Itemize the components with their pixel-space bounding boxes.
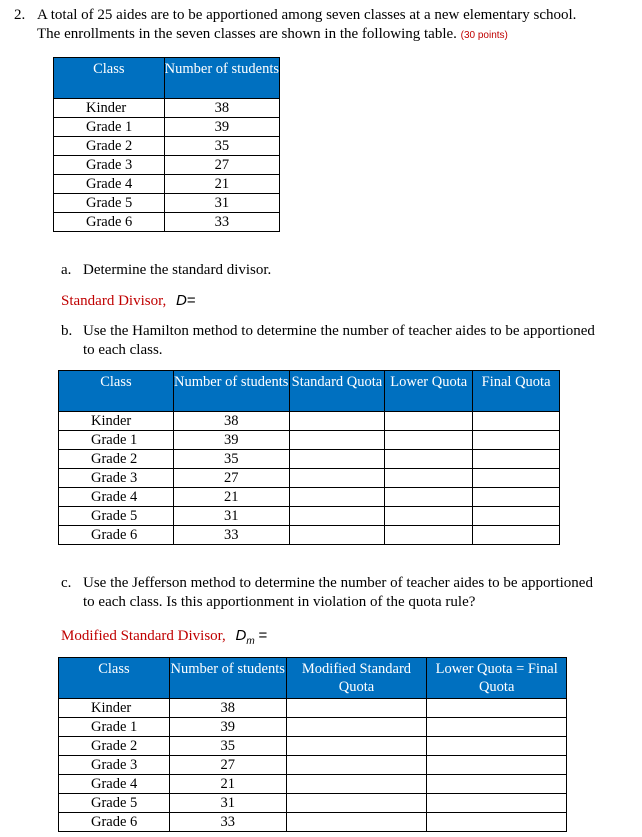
class-name: Grade 2 — [91, 738, 138, 754]
students-cell: 38 — [173, 412, 289, 431]
students-cell: 38 — [169, 699, 286, 718]
jefferson-table — [58, 657, 567, 832]
answer-cell — [286, 813, 427, 832]
column-header: Class — [54, 58, 165, 99]
students-cell: 21 — [169, 775, 286, 794]
table-row — [59, 431, 560, 450]
students-cell: 21 — [173, 488, 289, 507]
part-c-label: c. — [61, 575, 72, 591]
column-header: Lower Quota = Final Quota — [427, 658, 567, 699]
table-row — [59, 526, 560, 545]
class-name: Grade 1 — [86, 119, 133, 135]
column-header: Final Quota — [473, 371, 560, 412]
answer-cell — [286, 756, 427, 775]
students-cell: 27 — [164, 156, 279, 175]
answer-cell — [427, 813, 567, 832]
table-header-row — [54, 58, 280, 99]
divisor-symbol: D — [175, 292, 187, 309]
class-name: Grade 6 — [86, 214, 133, 230]
standard-divisor-prompt — [61, 291, 196, 311]
answer-cell — [473, 412, 560, 431]
answer-cell — [473, 507, 560, 526]
question-line-2 — [37, 25, 508, 45]
class-cell — [59, 737, 170, 756]
table-row — [59, 775, 567, 794]
class-cell — [59, 412, 174, 431]
answer-cell — [427, 718, 567, 737]
table-row — [54, 213, 280, 232]
students-cell: 38 — [164, 99, 279, 118]
question-number: 2. — [14, 7, 26, 23]
table-row — [54, 175, 280, 194]
students-cell: 33 — [164, 213, 279, 232]
equals-sign: = — [258, 627, 268, 644]
modified-divisor-label: Modified Standard Divisor, — [61, 628, 226, 644]
equals-sign: = — [186, 292, 196, 309]
class-cell — [59, 488, 174, 507]
column-header: Number of students — [169, 658, 286, 699]
class-name: Grade 1 — [91, 719, 138, 735]
class-name: Grade 4 — [86, 176, 133, 192]
answer-cell — [289, 507, 385, 526]
students-cell: 31 — [173, 507, 289, 526]
answer-cell — [385, 526, 473, 545]
answer-cell — [427, 794, 567, 813]
table-row — [59, 813, 567, 832]
students-cell: 35 — [164, 137, 279, 156]
column-header: Number of students — [173, 371, 289, 412]
answer-cell — [427, 775, 567, 794]
students-cell: 27 — [169, 756, 286, 775]
table-row — [59, 450, 560, 469]
table-header-row — [59, 371, 560, 412]
answer-cell — [286, 718, 427, 737]
table-row — [59, 737, 567, 756]
class-cell — [59, 813, 170, 832]
answer-cell — [385, 469, 473, 488]
class-cell — [59, 794, 170, 813]
part-b-line-1: Use the Hamilton method to determine the number of teacher aides to be apportioned — [83, 323, 595, 339]
hamilton-table — [58, 370, 560, 545]
enrollment-table — [53, 57, 280, 232]
class-name: Grade 4 — [91, 489, 138, 505]
students-cell: 39 — [173, 431, 289, 450]
column-header: Number of students — [164, 58, 279, 99]
points-label: (30 points) — [460, 30, 508, 41]
question-line-2-text: The enrollments in the seven classes are shown in the following table. — [37, 26, 457, 42]
answer-cell — [473, 431, 560, 450]
table-row — [54, 137, 280, 156]
class-cell — [59, 507, 174, 526]
table-row — [59, 718, 567, 737]
table-row — [59, 507, 560, 526]
class-cell — [54, 118, 165, 137]
table-row — [59, 469, 560, 488]
answer-cell — [473, 526, 560, 545]
answer-cell — [473, 450, 560, 469]
answer-cell — [289, 431, 385, 450]
table-row — [54, 99, 280, 118]
modified-divisor-prompt — [61, 626, 267, 651]
class-cell — [59, 526, 174, 545]
class-cell — [54, 156, 165, 175]
class-cell — [59, 450, 174, 469]
class-name: Grade 6 — [91, 527, 138, 543]
answer-cell — [473, 488, 560, 507]
standard-divisor-label: Standard Divisor, — [61, 293, 167, 309]
part-a-label: a. — [61, 262, 72, 278]
column-header: Class — [59, 658, 170, 699]
table-header-row — [59, 658, 567, 699]
class-cell — [54, 137, 165, 156]
students-cell: 35 — [169, 737, 286, 756]
table-row — [54, 118, 280, 137]
answer-cell — [385, 507, 473, 526]
class-cell — [59, 469, 174, 488]
class-cell — [54, 175, 165, 194]
table-row — [59, 412, 560, 431]
answer-cell — [427, 699, 567, 718]
class-name: Grade 5 — [91, 508, 138, 524]
class-cell — [54, 194, 165, 213]
table-row — [59, 794, 567, 813]
answer-cell — [286, 699, 427, 718]
part-c-line-1: Use the Jefferson method to determine the number of teacher aides to be apportioned — [83, 575, 593, 591]
part-b-line-2: to each class. — [83, 342, 163, 358]
column-header: Class — [59, 371, 174, 412]
class-name: Kinder — [86, 100, 127, 116]
column-header: Lower Quota — [385, 371, 473, 412]
answer-cell — [286, 775, 427, 794]
part-b-label: b. — [61, 323, 73, 339]
class-name: Kinder — [91, 413, 132, 429]
students-cell: 33 — [169, 813, 286, 832]
students-cell: 31 — [164, 194, 279, 213]
answer-cell — [289, 450, 385, 469]
class-name: Grade 2 — [86, 138, 133, 154]
answer-cell — [473, 469, 560, 488]
table-row — [54, 194, 280, 213]
modified-divisor-subscript: m — [246, 636, 255, 647]
class-cell — [59, 756, 170, 775]
column-header: Modified Standard Quota — [286, 658, 427, 699]
class-cell — [59, 718, 170, 737]
students-cell: 33 — [173, 526, 289, 545]
answer-cell — [385, 488, 473, 507]
class-cell — [59, 775, 170, 794]
answer-cell — [385, 450, 473, 469]
answer-cell — [289, 412, 385, 431]
answer-cell — [385, 412, 473, 431]
class-cell — [59, 431, 174, 450]
column-header: Standard Quota — [289, 371, 385, 412]
class-name: Grade 3 — [91, 757, 138, 773]
class-cell — [54, 99, 165, 118]
class-name: Grade 1 — [91, 432, 138, 448]
class-name: Grade 3 — [86, 157, 133, 173]
table-row — [59, 756, 567, 775]
class-name: Grade 2 — [91, 451, 138, 467]
answer-cell — [385, 431, 473, 450]
part-a-text: Determine the standard divisor. — [83, 262, 272, 278]
answer-cell — [286, 794, 427, 813]
students-cell: 35 — [173, 450, 289, 469]
students-cell: 21 — [164, 175, 279, 194]
students-cell: 27 — [173, 469, 289, 488]
answer-cell — [427, 756, 567, 775]
students-cell: 39 — [164, 118, 279, 137]
answer-cell — [289, 526, 385, 545]
table-row — [59, 699, 567, 718]
table-row — [54, 156, 280, 175]
class-name: Grade 3 — [91, 470, 138, 486]
answer-cell — [286, 737, 427, 756]
answer-cell — [289, 469, 385, 488]
class-name: Grade 4 — [91, 776, 138, 792]
answer-cell — [289, 488, 385, 507]
question-line-1: A total of 25 aides are to be apportioned among seven classes at a new elementary school. — [37, 7, 577, 23]
class-cell — [59, 699, 170, 718]
part-c-line-2: to each class. Is this apportionment in violation of the quota rule? — [83, 594, 476, 610]
class-name: Grade 5 — [86, 195, 133, 211]
class-name: Grade 6 — [91, 814, 138, 830]
students-cell: 31 — [169, 794, 286, 813]
table-row — [59, 488, 560, 507]
modified-divisor-symbol: D — [235, 627, 247, 644]
answer-cell — [427, 737, 567, 756]
class-name: Grade 5 — [91, 795, 138, 811]
students-cell: 39 — [169, 718, 286, 737]
class-name: Kinder — [91, 700, 132, 716]
class-cell — [54, 213, 165, 232]
